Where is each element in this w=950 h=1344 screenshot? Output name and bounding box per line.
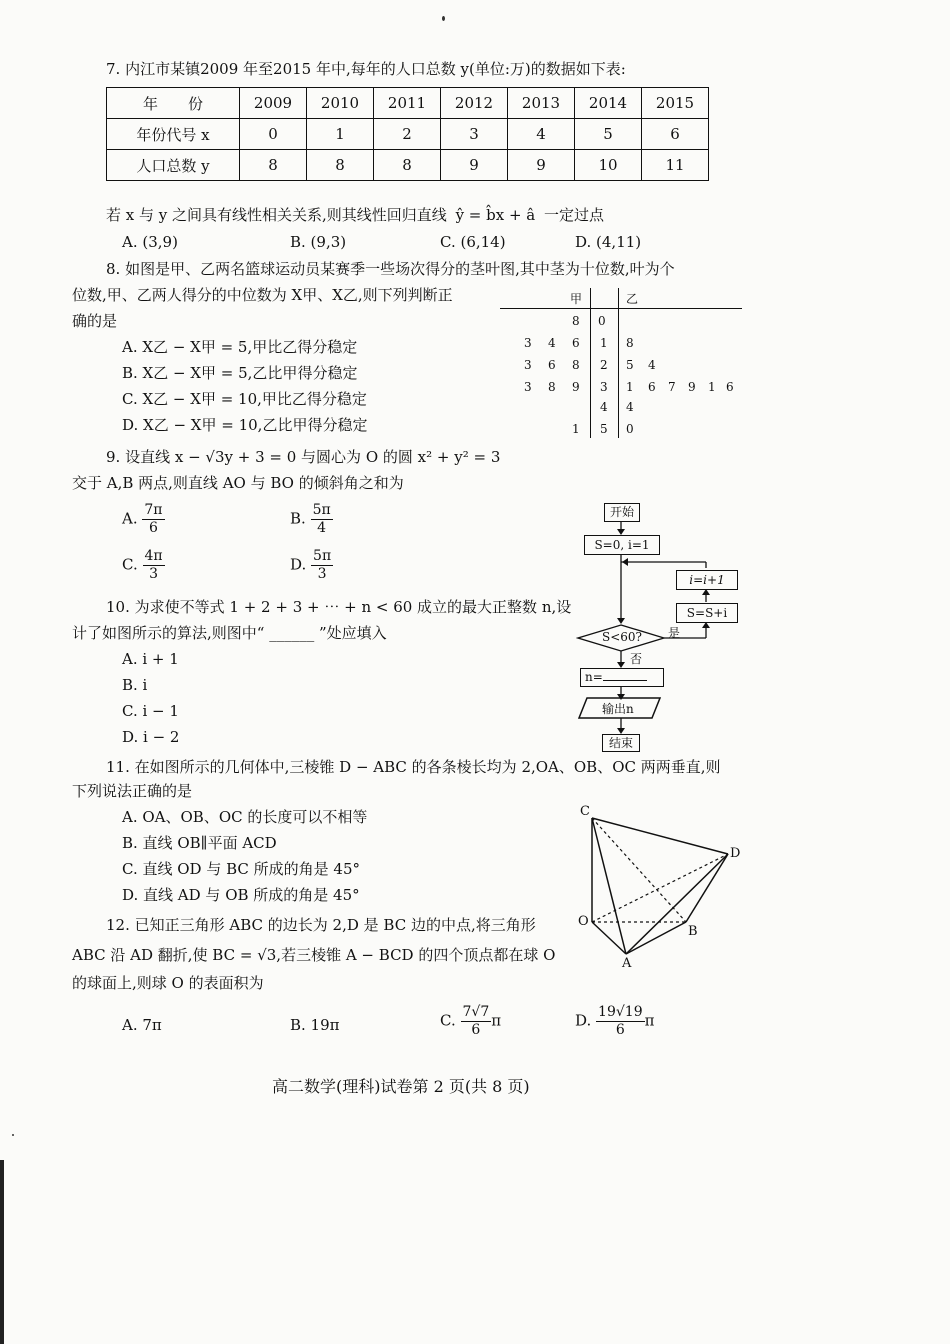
flow-init: S=0, i=1: [584, 535, 660, 555]
q12-option-d: [575, 1004, 654, 1039]
vertex-d-label: D: [730, 846, 741, 861]
leaf: 1: [626, 380, 634, 394]
q8-option-a: A. X乙 − X甲 = 5,甲比乙得分稳定: [122, 338, 358, 356]
stem: 3: [600, 380, 608, 394]
table-cell: 8: [374, 150, 441, 181]
q8-stem-line1: 8. 如图是甲、乙两名篮球运动员某赛季一些场次得分的茎叶图,其中茎为十位数,叶为个: [106, 260, 675, 278]
denominator: 6: [615, 1022, 625, 1038]
leaf: 8: [548, 380, 556, 394]
table-cell: 9: [508, 150, 575, 181]
vertex-b-label: B: [688, 924, 698, 939]
option-label: D.: [290, 555, 307, 574]
q7-option-d: D. (4,11): [575, 233, 642, 251]
option-label: C.: [122, 555, 138, 574]
flow-end: 结束: [602, 734, 640, 752]
fraction: [311, 548, 333, 583]
q9-stem-line2: 交于 A,B 两点,则直线 AO 与 BO 的倾斜角之和为: [72, 474, 404, 492]
table-cell: 0: [240, 119, 307, 150]
table-cell: 2: [374, 119, 441, 150]
table-row: [107, 119, 709, 150]
q11-option-c: C. 直线 OD 与 BC 所成的角是 45°: [122, 860, 361, 878]
q12-option-b: B. 19π: [290, 1016, 340, 1034]
stem: 4: [600, 400, 608, 414]
leaf: 5: [626, 358, 634, 372]
table-cell: 1: [307, 119, 374, 150]
table-row: [107, 150, 709, 181]
denominator: 4: [317, 520, 327, 536]
q8-stem-line3: 确的是: [72, 312, 118, 330]
leaf: 6: [548, 358, 556, 372]
flow-assign-label: n=: [585, 670, 603, 684]
table-cell: 2009: [240, 88, 307, 119]
numerator: 4π: [144, 548, 163, 564]
table-cell: 2012: [441, 88, 508, 119]
q12-stem-line1: 12. 已知正三角形 ABC 的边长为 2,D 是 BC 边的中点,将三角形: [106, 916, 536, 934]
leaf: 7: [668, 380, 676, 394]
fraction: [311, 502, 333, 537]
pi-suffix: π: [491, 1011, 502, 1030]
flow-increment: i=i+1: [676, 570, 738, 590]
page-footer: 高二数学(理科)试卷第 2 页(共 8 页): [272, 1077, 530, 1096]
flow-no-label: 否: [630, 652, 643, 666]
q7-option-b: B. (9,3): [290, 233, 347, 251]
leaf: 8: [626, 336, 634, 350]
vertex-o-label: O: [578, 914, 589, 929]
q10-option-c: C. i − 1: [122, 702, 179, 720]
divider: [500, 308, 742, 309]
q9-stem-line1: 9. 设直线 x − √3y + 3 = 0 与圆心为 O 的圆 x² + y² = 3: [106, 448, 501, 466]
q8-option-b: B. X乙 − X甲 = 5,乙比甲得分稳定: [122, 364, 358, 382]
q7-regression-equation: ŷ = b̂x + â: [455, 206, 536, 224]
denominator: 3: [149, 566, 159, 582]
q10-option-d: D. i − 2: [122, 728, 180, 746]
q7-option-c: C. (6,14): [440, 233, 506, 251]
denominator: 3: [317, 566, 327, 582]
numerator: 7√7: [462, 1004, 490, 1020]
table-cell: 6: [642, 119, 709, 150]
q10-option-a: A. i + 1: [122, 650, 179, 668]
q11-option-b: B. 直线 OB∥平面 ACD: [122, 834, 277, 852]
leaf: 4: [648, 358, 656, 372]
q9-option-b: [290, 502, 333, 537]
leaf: 8: [572, 314, 580, 328]
q8-stem-line2: 位数,甲、乙两人得分的中位数为 X甲、X乙,则下列判断正: [72, 286, 453, 304]
numerator: 5π: [312, 502, 331, 518]
leaf: 6: [572, 336, 580, 350]
q11-option-a: A. OA、OB、OC 的长度可以不相等: [122, 808, 368, 826]
leaf: 8: [572, 358, 580, 372]
stem: 2: [600, 358, 608, 372]
stemleaf-right-header: 乙: [626, 292, 639, 306]
table-cell: 10: [575, 150, 642, 181]
q7-stem: 7. 内江市某镇2009 年至2015 年中,每年的人口总数 y(单位:万)的数据如下表:: [106, 60, 626, 78]
leaf: 3: [524, 336, 532, 350]
row-header-year: 年 份: [107, 88, 240, 119]
q10-stem-line2: 计了如图所示的算法,则图中“ ______ ”处应填入: [72, 624, 387, 642]
option-label: B.: [290, 509, 306, 528]
q7-option-a: A. (3,9): [122, 233, 178, 251]
q7-question-tail: 一定过点: [544, 206, 605, 224]
pyramid-figure: [576, 804, 746, 974]
q8-option-d: D. X乙 − X甲 = 10,乙比甲得分稳定: [122, 416, 368, 434]
table-cell: 11: [642, 150, 709, 181]
flow-output: 输出n: [602, 702, 634, 716]
q11-stem-line2: 下列说法正确的是: [72, 782, 193, 800]
table-cell: 8: [307, 150, 374, 181]
leaf: 9: [688, 380, 696, 394]
numerator: 19√19: [598, 1004, 643, 1020]
numerator: 7π: [144, 502, 163, 518]
option-label: D.: [575, 1011, 592, 1030]
table-cell: 2010: [307, 88, 374, 119]
divider: [590, 288, 591, 438]
table-cell: 3: [441, 119, 508, 150]
q7-question: [106, 204, 604, 226]
scan-speck: [442, 16, 445, 21]
flow-start: 开始: [604, 503, 640, 522]
q12-stem-line3: 的球面上,则球 O 的表面积为: [72, 974, 264, 992]
table-row: [107, 88, 709, 119]
stem: 0: [598, 314, 606, 328]
scan-edge-shadow: [0, 1160, 4, 1344]
flow-yes-label: 是: [668, 626, 681, 640]
stem: 1: [600, 336, 608, 350]
leaf: 3: [524, 358, 532, 372]
option-label: C.: [440, 1011, 456, 1030]
q9-option-d: [290, 548, 333, 583]
q9-option-c: [122, 548, 165, 583]
table-cell: 8: [240, 150, 307, 181]
leaf: 9: [572, 380, 580, 394]
denominator: 6: [471, 1022, 481, 1038]
table-cell: 5: [575, 119, 642, 150]
table-cell: 2011: [374, 88, 441, 119]
leaf: 4: [626, 400, 634, 414]
q11-stem-line1: 11. 在如图所示的几何体中,三棱锥 D − ABC 的各条棱长均为 2,OA、OB、OC 两两垂直,则: [106, 758, 721, 776]
q10-option-b: B. i: [122, 676, 148, 694]
table-cell: 4: [508, 119, 575, 150]
leaf: 1: [708, 380, 716, 394]
q12-stem-line2: ABC 沿 AD 翻折,使 BC = √3,若三棱锥 A − BCD 的四个顶点都在球 O: [72, 946, 556, 964]
row-header-population: 人口总数 y: [107, 150, 240, 181]
divider: [618, 288, 619, 438]
flow-assign: [580, 668, 664, 687]
fraction: [142, 502, 164, 537]
flow-sum: S=S+i: [676, 603, 738, 623]
q10-stem-line1: 10. 为求使不等式 1 + 2 + 3 + ⋯ + n < 60 成立的最大正整数 n,设: [106, 598, 572, 616]
vertex-c-label: C: [580, 804, 590, 819]
flowchart: [576, 500, 746, 752]
stemleaf-left-header: 甲: [570, 292, 583, 306]
q9-option-a: [122, 502, 165, 537]
option-label: A.: [122, 509, 138, 528]
fraction: [596, 1004, 645, 1039]
leaf: 1: [572, 422, 580, 436]
pyramid-lines: [576, 804, 746, 974]
row-header-code: 年份代号 x: [107, 119, 240, 150]
population-table: [106, 87, 709, 181]
fraction: [461, 1004, 492, 1039]
denominator: 6: [148, 520, 158, 536]
leaf: 3: [524, 380, 532, 394]
table-cell: 2014: [575, 88, 642, 119]
fraction: [143, 548, 165, 583]
numerator: 5π: [313, 548, 332, 564]
vertex-a-label: A: [622, 956, 632, 971]
q8-option-c: C. X乙 − X甲 = 10,甲比乙得分稳定: [122, 390, 367, 408]
flow-condition: S<60?: [602, 630, 642, 644]
leaf: 4: [548, 336, 556, 350]
table-cell: 9: [441, 150, 508, 181]
table-cell: 2015: [642, 88, 709, 119]
table-cell: 2013: [508, 88, 575, 119]
leaf: 6: [726, 380, 734, 394]
q12-option-c: [440, 1004, 501, 1039]
q12-option-a: A. 7π: [122, 1016, 162, 1034]
blank: [603, 670, 647, 681]
leaf: 6: [648, 380, 656, 394]
stem-leaf-plot: [500, 288, 742, 444]
leaf: 0: [626, 422, 634, 436]
scan-speck: [12, 1134, 14, 1136]
stem: 5: [600, 422, 608, 436]
q11-option-d: D. 直线 AD 与 OB 所成的角是 45°: [122, 886, 360, 904]
q7-question-text: 若 x 与 y 之间具有线性相关关系,则其线性回归直线: [106, 206, 447, 224]
pi-suffix: π: [644, 1011, 655, 1030]
